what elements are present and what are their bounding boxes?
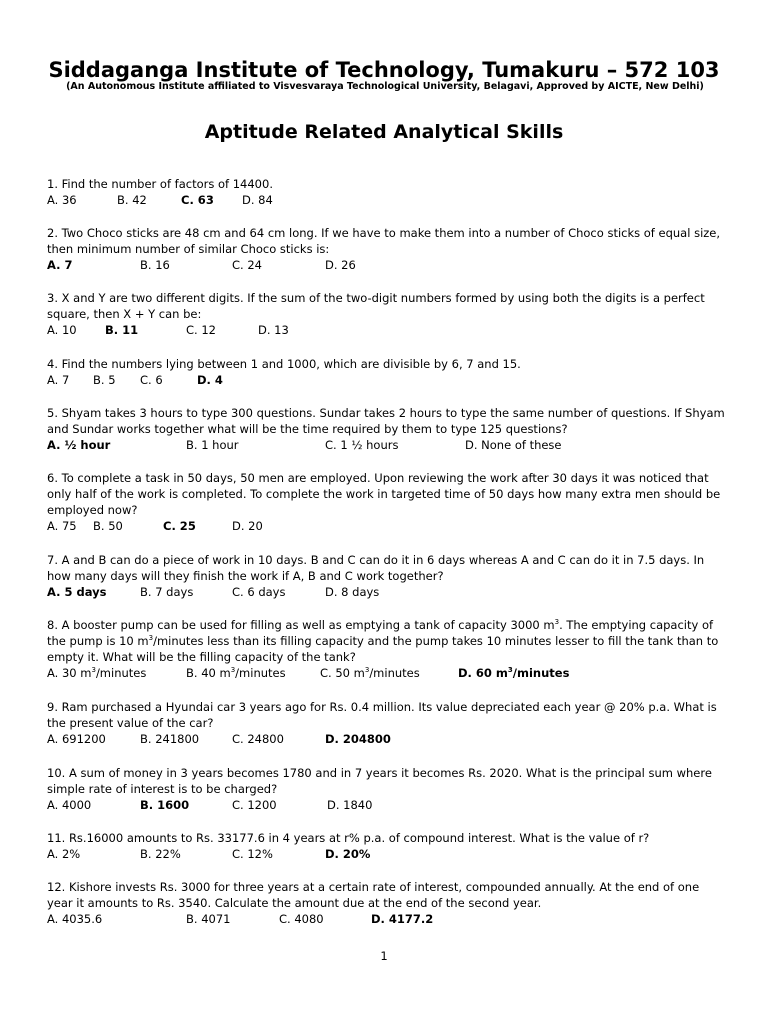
question-5 <box>47 405 725 453</box>
option-a: A. 691200 <box>47 732 106 746</box>
question-12 <box>47 879 725 927</box>
question-4 <box>47 356 725 388</box>
option-a-correct: A. ½ hour <box>47 438 111 452</box>
question-6 <box>47 470 725 534</box>
question-3 <box>47 290 725 338</box>
option-b: B. 7 days <box>140 585 194 599</box>
option-d: D. 13 <box>258 323 289 337</box>
question-text: 1. Find the number of factors of 14400. <box>47 177 273 191</box>
option-a: A. 4035.6 <box>47 912 103 926</box>
institute-affiliation: (An Autonomous Institute affiliated to Visvesvaraya Technological University, Belagavi, Approved by AICTE, New Delhi) <box>66 81 704 92</box>
option-c: C. 6 days <box>232 585 286 599</box>
options-row <box>47 437 725 453</box>
options-row <box>47 192 725 208</box>
question-11 <box>47 830 725 862</box>
question-10 <box>47 765 725 813</box>
options-row <box>47 322 725 338</box>
question-text: 9. Ram purchased a Hyundai car 3 years ago for Rs. 0.4 million. Its value depreciated each year @ 20% p.a. What is the present value of the car? <box>47 700 717 730</box>
option-a-correct: A. 7 <box>47 258 73 272</box>
options-row <box>47 372 725 388</box>
option-d: D. 26 <box>325 258 356 272</box>
question-text: 7. A and B can do a piece of work in 10 days. B and C can do it in 6 days whereas A and C can do it in 7.5 days. In how many days will they finish the work if A, B and C work together? <box>47 553 705 583</box>
question-text: 8. A booster pump can be used for filling as well as emptying a tank of capacity 3000 $m^3$. The emptying capacity of the pump is 10 $m^3$/minutes less than its filling capacity and the pump takes 10 minutes lesser to fill the tank than to empty it. What will be the filling capacity of the tank? <box>47 618 719 664</box>
question-text: 5. Shyam takes 3 hours to type 300 questions. Sundar takes 2 hours to type the same number of questions. If Shyam and Sundar works together what will be the time required by them to type 125 questions? <box>47 406 725 436</box>
question-2 <box>47 225 725 273</box>
option-d: D. None of these <box>465 438 562 452</box>
institute-name: Siddaganga Institute of Technology, Tumakuru – 572 103 <box>48 58 720 82</box>
option-b: B. 241800 <box>140 732 200 746</box>
options-row <box>47 731 725 747</box>
options-row <box>47 518 725 534</box>
option-d-correct: D. 60 $m^3$/minutes <box>458 666 570 680</box>
option-a: A. 2% <box>47 847 81 861</box>
option-b: B. 1 hour <box>186 438 239 452</box>
option-d: D. 20 <box>232 519 263 533</box>
question-text: 11. Rs.16000 amounts to Rs. 33177.6 in 4 years at r% p.a. of compound interest. What is the value of r? <box>47 831 650 845</box>
option-c: C. 24 <box>232 258 262 272</box>
option-d-correct: D. 20% <box>325 847 371 861</box>
question-text: 6. To complete a task in 50 days, 50 men are employed. Upon reviewing the work after 30 days it was noticed that only half of the work is completed. To complete the work in targeted time of 50 days how many extra men should be employed now? <box>47 471 721 517</box>
option-d: D. 1840 <box>327 798 373 812</box>
option-c: C. 1 ½ hours <box>325 438 399 452</box>
option-b: B. 16 <box>140 258 170 272</box>
option-b: B. 40 $m^3$/minutes <box>186 666 286 680</box>
option-c: C. 4080 <box>279 912 324 926</box>
option-b: B. 42 <box>117 193 147 207</box>
option-a: A. 75 <box>47 519 77 533</box>
option-b-correct: B. 11 <box>105 323 139 337</box>
document-title: Aptitude Related Analytical Skills <box>204 121 564 143</box>
options-row <box>47 846 725 862</box>
option-b: B. 5 <box>93 373 116 387</box>
options-row <box>47 584 725 600</box>
question-text: 4. Find the numbers lying between 1 and 1000, which are divisible by 6, 7 and 15. <box>47 357 521 371</box>
page-number: 1 <box>380 949 388 963</box>
question-1 <box>47 176 725 208</box>
option-c: C. 6 <box>140 373 163 387</box>
question-8 <box>47 617 725 681</box>
question-9 <box>47 699 725 747</box>
option-d-correct: D. 4 <box>197 373 223 387</box>
option-a-correct: A. 5 days <box>47 585 107 599</box>
option-d: D. 8 days <box>325 585 380 599</box>
option-b: B. 50 <box>93 519 123 533</box>
options-row <box>47 911 725 927</box>
question-text: 10. A sum of money in 3 years becomes 1780 and in 7 years it becomes Rs. 2020. What is the principal sum where simple rate of interest is to be charged? <box>47 766 712 796</box>
option-a: A. 7 <box>47 373 70 387</box>
option-b-correct: B. 1600 <box>140 798 190 812</box>
option-c: C. 12% <box>232 847 273 861</box>
option-c-correct: C. 25 <box>163 519 196 533</box>
option-a: A. 4000 <box>47 798 92 812</box>
options-row <box>47 665 725 681</box>
option-c: C. 50 $m^3$/minutes <box>320 666 420 680</box>
question-text: 2. Two Choco sticks are 48 cm and 64 cm long. If we have to make them into a number of Choco sticks of equal size, then minimum number of similar Choco sticks is: <box>47 226 721 256</box>
option-b: B. 4071 <box>186 912 231 926</box>
question-7 <box>47 552 725 600</box>
option-a: A. 30 $m^3$/minutes <box>47 666 147 680</box>
option-b: B. 22% <box>140 847 181 861</box>
option-c: C. 1200 <box>232 798 277 812</box>
option-c: C. 24800 <box>232 732 284 746</box>
option-a: A. 10 <box>47 323 77 337</box>
option-c-correct: C. 63 <box>181 193 214 207</box>
option-d-correct: D. 4177.2 <box>371 912 434 926</box>
option-d-correct: D. 204800 <box>325 732 391 746</box>
option-a: A. 36 <box>47 193 77 207</box>
option-d: D. 84 <box>242 193 273 207</box>
options-row <box>47 797 725 813</box>
question-text: 3. X and Y are two different digits. If the sum of the two-digit numbers formed by using both the digits is a perfect square, then X + Y can be: <box>47 291 705 321</box>
option-c: C. 12 <box>186 323 216 337</box>
options-row <box>47 257 725 273</box>
question-text: 12. Kishore invests Rs. 3000 for three years at a certain rate of interest, compounded annually. At the end of one year it amounts to Rs. 3540. Calculate the amount due at the end of the second year. <box>47 880 700 910</box>
